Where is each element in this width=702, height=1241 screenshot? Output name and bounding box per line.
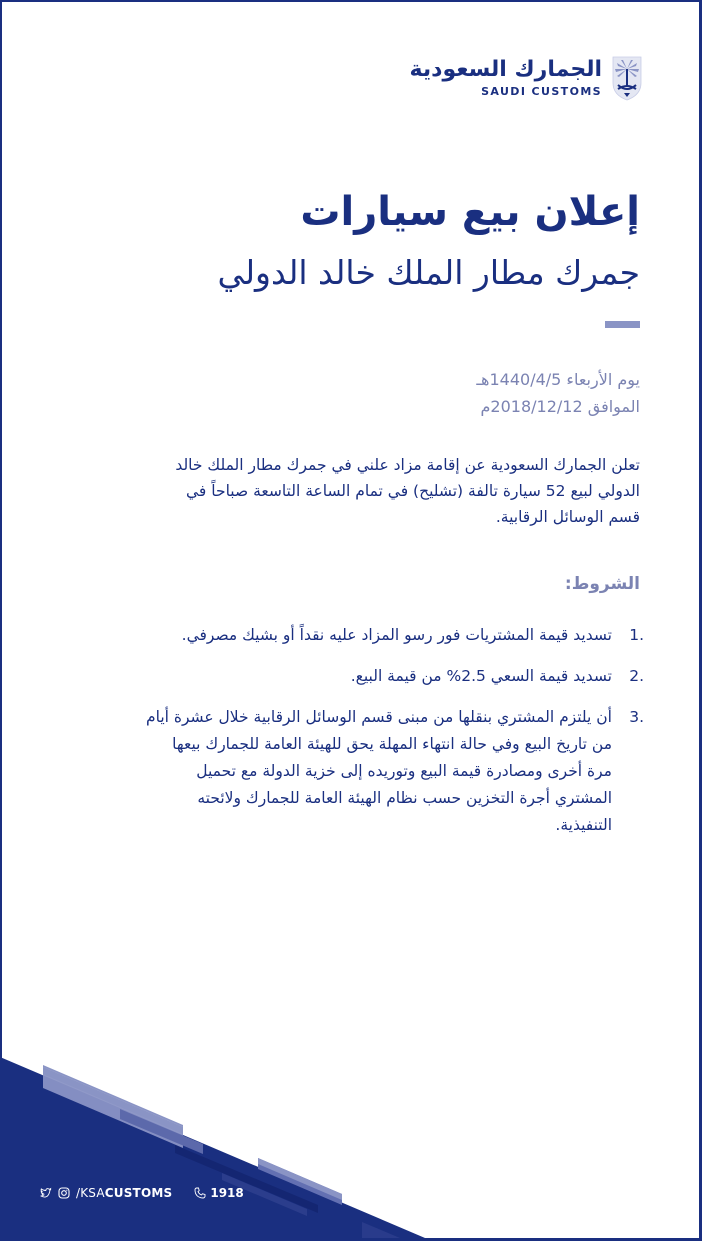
phone-icon (194, 1187, 206, 1199)
logo-text (410, 57, 602, 99)
accent-divider (605, 321, 640, 328)
hijri-date: يوم الأربعاء 1440/4/5هـ (476, 370, 640, 389)
logo-english-name: SAUDI CUSTOMS (481, 85, 602, 98)
handle-prefix: /KSA (76, 1186, 105, 1200)
conditions-heading: الشروط: (564, 574, 640, 594)
customs-location-subtitle: جمرك مطار الملك خالد الدولي (217, 253, 640, 292)
announcement-paragraph: تعلن الجمارك السعودية عن إقامة مزاد علني في جمرك مطار الملك خالد الدولي لبيع 52 سيارة تالفة (تشليح) في تمام الساعة التاسعة صباحاً في قسم الوسائل الرقابية. (175, 456, 640, 526)
handle-bold: CUSTOMS (104, 1186, 173, 1200)
social-handle[interactable] (76, 1186, 172, 1200)
condition-item (144, 704, 644, 839)
twitter-icon[interactable] (40, 1187, 52, 1199)
condition-text: أن يلتزم المشتري بنقلها من مبنى قسم الوسائل الرقابية خلال عشرة أيام من تاريخ البيع وفي حالة انتهاء المهلة يحق للهيئة العامة للجمارك بيعها مرة أخرى ومصادرة قيمة البيع وتوريده إلى خزية الدولة مع تحميل المشتري أجرة التخزين حسب نظام الهيئة العامة للجمارك ولائحته التنفيذية. (146, 708, 612, 834)
phone-contact[interactable] (194, 1186, 243, 1200)
footer-contact (40, 1186, 244, 1200)
condition-number: 1. (629, 626, 644, 644)
condition-text: تسديد قيمة المشتريات فور رسو المزاد عليه نقداً أو بشيك مصرفي. (181, 626, 612, 644)
condition-number: 2. (629, 667, 644, 685)
condition-item (144, 622, 644, 649)
condition-item (144, 663, 644, 690)
instagram-icon[interactable] (58, 1187, 70, 1199)
conditions-list (144, 622, 644, 853)
announcement-dates (476, 366, 640, 420)
condition-text: تسديد قيمة السعي 2.5% من قيمة البيع. (350, 667, 612, 685)
condition-number: 3. (629, 708, 644, 726)
gregorian-date: الموافق 2018/12/12م (480, 397, 640, 416)
phone-number: 1918 (210, 1186, 244, 1200)
logo-arabic-name: الجمارك السعودية (409, 57, 602, 82)
footer-diagonal-graphic (0, 1040, 702, 1241)
announcement-title: إعلان بيع سيارات (300, 189, 640, 235)
palm-swords-shield-icon (612, 55, 642, 101)
saudi-customs-logo (410, 55, 642, 101)
